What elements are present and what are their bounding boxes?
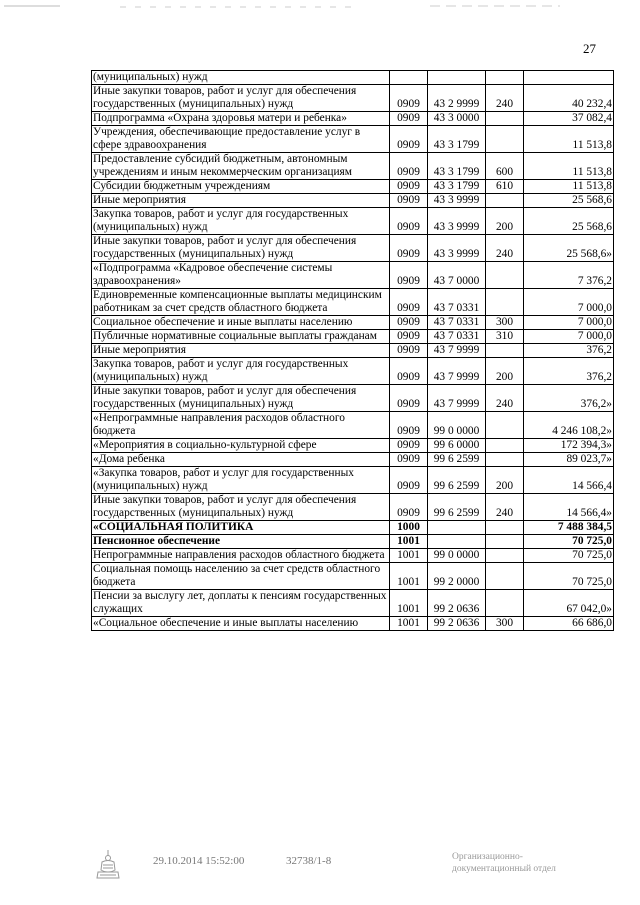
row-type-cell (486, 439, 524, 453)
row-section-cell: 0909 (390, 208, 428, 235)
row-type-cell: 310 (486, 330, 524, 344)
row-amount-cell: 70 725,0 (524, 563, 614, 590)
row-target-cell: 43 3 1799 (428, 126, 486, 153)
table-row (92, 316, 614, 330)
row-section-cell: 0909 (390, 235, 428, 262)
row-target-cell: 43 7 9999 (428, 358, 486, 385)
row-amount-cell: 172 394,3» (524, 439, 614, 453)
row-amount-cell: 25 568,6» (524, 235, 614, 262)
table-row (92, 467, 614, 494)
table-row (92, 494, 614, 521)
row-target-cell: 43 3 9999 (428, 235, 486, 262)
row-type-cell (486, 521, 524, 535)
row-amount-cell: 25 568,6 (524, 208, 614, 235)
org-stamp-line2: документационный отдел (452, 864, 556, 874)
row-target-cell: 99 2 0636 (428, 590, 486, 617)
row-target-cell: 43 7 0331 (428, 330, 486, 344)
table-row (92, 344, 614, 358)
row-target-cell: 43 7 0331 (428, 289, 486, 316)
row-section-cell: 0909 (390, 344, 428, 358)
row-target-cell: 99 6 2599 (428, 467, 486, 494)
table-row (92, 330, 614, 344)
row-type-cell (486, 563, 524, 590)
row-amount-cell: 67 042,0» (524, 590, 614, 617)
table-row (92, 112, 614, 126)
row-name-cell: Непрограммные направления расходов областного бюджета (92, 549, 390, 563)
row-section-cell: 1001 (390, 535, 428, 549)
row-section-cell: 0909 (390, 453, 428, 467)
row-type-cell: 600 (486, 153, 524, 180)
row-section-cell: 1001 (390, 590, 428, 617)
row-target-cell: 43 3 1799 (428, 180, 486, 194)
row-type-cell (486, 453, 524, 467)
row-amount-cell: 4 246 108,2» (524, 412, 614, 439)
row-target-cell: 43 3 1799 (428, 153, 486, 180)
row-section-cell: 0909 (390, 180, 428, 194)
row-type-cell: 200 (486, 208, 524, 235)
table-row (92, 385, 614, 412)
footer-datetime: 29.10.2014 15:52:00 (153, 855, 245, 867)
row-type-cell: 300 (486, 617, 524, 631)
row-name-cell: Иные закупки товаров, работ и услуг для обеспечения государственных (муниципальных) нужд (92, 385, 390, 412)
row-type-cell: 240 (486, 85, 524, 112)
row-type-cell: 300 (486, 316, 524, 330)
row-name-cell: Публичные нормативные социальные выплаты гражданам (92, 330, 390, 344)
row-type-cell (486, 289, 524, 316)
row-type-cell (486, 262, 524, 289)
row-type-cell: 200 (486, 467, 524, 494)
row-amount-cell: 7 488 384,5 (524, 521, 614, 535)
table-row (92, 289, 614, 316)
footer-doc-code: 32738/1-8 (286, 855, 332, 867)
row-type-cell: 200 (486, 358, 524, 385)
row-section-cell: 0909 (390, 289, 428, 316)
row-amount-cell: 11 513,8 (524, 126, 614, 153)
row-amount-cell: 7 000,0 (524, 289, 614, 316)
row-name-cell: Социальное обеспечение и иные выплаты населению (92, 316, 390, 330)
row-section-cell: 0909 (390, 467, 428, 494)
row-section-cell: 0909 (390, 494, 428, 521)
row-type-cell (486, 535, 524, 549)
row-target-cell: 43 3 0000 (428, 112, 486, 126)
row-name-cell: Закупка товаров, работ и услуг для государственных (муниципальных) нужд (92, 208, 390, 235)
row-target-cell: 43 3 9999 (428, 208, 486, 235)
table-row (92, 535, 614, 549)
row-amount-cell: 25 568,6 (524, 194, 614, 208)
table-row (92, 126, 614, 153)
table-row (92, 549, 614, 563)
row-amount-cell: 7 000,0 (524, 316, 614, 330)
row-section-cell: 0909 (390, 194, 428, 208)
table-row (92, 617, 614, 631)
table-row (92, 439, 614, 453)
row-target-cell: 43 7 9999 (428, 344, 486, 358)
row-type-cell (486, 412, 524, 439)
row-section-cell: 0909 (390, 385, 428, 412)
row-amount-cell: 376,2 (524, 358, 614, 385)
row-target-cell: 43 7 0000 (428, 262, 486, 289)
row-target-cell: 99 2 0000 (428, 563, 486, 590)
row-amount-cell: 66 686,0 (524, 617, 614, 631)
row-amount-cell: 11 513,8 (524, 180, 614, 194)
row-section-cell: 1000 (390, 521, 428, 535)
row-target-cell: 99 6 2599 (428, 494, 486, 521)
row-amount-cell: 11 513,8 (524, 153, 614, 180)
row-amount-cell: 376,2 (524, 344, 614, 358)
row-section-cell: 0909 (390, 85, 428, 112)
row-name-cell: Иные закупки товаров, работ и услуг для обеспечения государственных (муниципальных) нужд (92, 235, 390, 262)
row-name-cell: Учреждения, обеспечивающие предоставление услуг в сфере здравоохранения (92, 126, 390, 153)
row-target-cell: 99 6 0000 (428, 439, 486, 453)
table-row (92, 208, 614, 235)
row-amount-cell: 37 082,4 (524, 112, 614, 126)
row-target-cell: 43 7 9999 (428, 385, 486, 412)
row-section-cell: 0909 (390, 112, 428, 126)
row-type-cell: 240 (486, 494, 524, 521)
row-name-cell: «Подпрограмма «Кадровое обеспечение системы здравоохранения» (92, 262, 390, 289)
row-name-cell: Пенсионное обеспечение (92, 535, 390, 549)
row-amount-cell: 70 725,0 (524, 535, 614, 549)
coat-of-arms-emblem (94, 848, 122, 882)
row-section-cell: 1001 (390, 549, 428, 563)
row-name-cell: Субсидии бюджетным учреждениям (92, 180, 390, 194)
row-amount-cell: 14 566,4» (524, 494, 614, 521)
row-amount-cell: 7 376,2 (524, 262, 614, 289)
row-target-cell: 43 7 0331 (428, 316, 486, 330)
row-amount-cell: 40 232,4 (524, 85, 614, 112)
row-target-cell (428, 71, 486, 85)
budget-table (91, 70, 614, 631)
row-type-cell (486, 71, 524, 85)
table-row (92, 153, 614, 180)
row-name-cell: «Дома ребенка (92, 453, 390, 467)
table-row (92, 412, 614, 439)
table-row (92, 71, 614, 85)
row-amount-cell: 14 566,4 (524, 467, 614, 494)
table-row (92, 563, 614, 590)
row-type-cell (486, 590, 524, 617)
row-name-cell: «Социальное обеспечение и иные выплаты населению (92, 617, 390, 631)
row-target-cell: 43 2 9999 (428, 85, 486, 112)
row-name-cell: Единовременные компенсационные выплаты медицинским работникам за счет средств областного бюджета (92, 289, 390, 316)
table-row (92, 521, 614, 535)
row-type-cell: 240 (486, 385, 524, 412)
table-row (92, 180, 614, 194)
row-target-cell (428, 535, 486, 549)
row-target-cell: 43 3 9999 (428, 194, 486, 208)
row-section-cell: 1001 (390, 563, 428, 590)
scan-top-edge (0, 2, 640, 10)
row-type-cell (486, 112, 524, 126)
row-name-cell: «Закупка товаров, работ и услуг для государственных (муниципальных) нужд (92, 467, 390, 494)
row-amount-cell: 70 725,0 (524, 549, 614, 563)
row-type-cell (486, 126, 524, 153)
table-row (92, 358, 614, 385)
row-type-cell: 610 (486, 180, 524, 194)
row-type-cell (486, 194, 524, 208)
table-row (92, 194, 614, 208)
table-row (92, 235, 614, 262)
row-type-cell: 240 (486, 235, 524, 262)
row-section-cell: 1001 (390, 617, 428, 631)
row-name-cell: Пенсии за выслугу лет, доплаты к пенсиям государственных служащих (92, 590, 390, 617)
row-amount-cell: 376,2» (524, 385, 614, 412)
page-number: 27 (583, 41, 596, 56)
row-amount-cell (524, 71, 614, 85)
row-section-cell: 0909 (390, 126, 428, 153)
row-section-cell: 0909 (390, 262, 428, 289)
row-name-cell: (муниципальных) нужд (92, 71, 390, 85)
row-name-cell: Социальная помощь населению за счет средств областного бюджета (92, 563, 390, 590)
row-target-cell: 99 0 0000 (428, 549, 486, 563)
row-name-cell: Закупка товаров, работ и услуг для государственных (муниципальных) нужд (92, 358, 390, 385)
row-name-cell: «Непрограммные направления расходов областного бюджета (92, 412, 390, 439)
row-target-cell: 99 6 2599 (428, 453, 486, 467)
row-target-cell (428, 521, 486, 535)
org-stamp-line1: Организационно- (452, 852, 523, 862)
budget-table-body (92, 71, 614, 631)
row-type-cell (486, 549, 524, 563)
row-section-cell (390, 71, 428, 85)
row-name-cell: Подпрограмма «Охрана здоровья матери и ребенка» (92, 112, 390, 126)
row-target-cell: 99 2 0636 (428, 617, 486, 631)
table-row (92, 85, 614, 112)
row-amount-cell: 7 000,0 (524, 330, 614, 344)
org-stamp (452, 851, 556, 875)
row-section-cell: 0909 (390, 439, 428, 453)
row-section-cell: 0909 (390, 412, 428, 439)
row-name-cell: Иные закупки товаров, работ и услуг для обеспечения государственных (муниципальных) нужд (92, 494, 390, 521)
table-row (92, 590, 614, 617)
row-name-cell: «Мероприятия в социально-культурной сфере (92, 439, 390, 453)
row-section-cell: 0909 (390, 330, 428, 344)
row-name-cell: Иные закупки товаров, работ и услуг для обеспечения государственных (муниципальных) нужд (92, 85, 390, 112)
row-section-cell: 0909 (390, 358, 428, 385)
row-section-cell: 0909 (390, 316, 428, 330)
row-name-cell: Предоставление субсидий бюджетным, автономным учреждениям и иным некоммерческим организациям (92, 153, 390, 180)
row-target-cell: 99 0 0000 (428, 412, 486, 439)
table-row (92, 453, 614, 467)
row-amount-cell: 89 023,7» (524, 453, 614, 467)
row-name-cell: «СОЦИАЛЬНАЯ ПОЛИТИКА (92, 521, 390, 535)
row-section-cell: 0909 (390, 153, 428, 180)
row-name-cell: Иные мероприятия (92, 194, 390, 208)
row-name-cell: Иные мероприятия (92, 344, 390, 358)
table-row (92, 262, 614, 289)
row-type-cell (486, 344, 524, 358)
